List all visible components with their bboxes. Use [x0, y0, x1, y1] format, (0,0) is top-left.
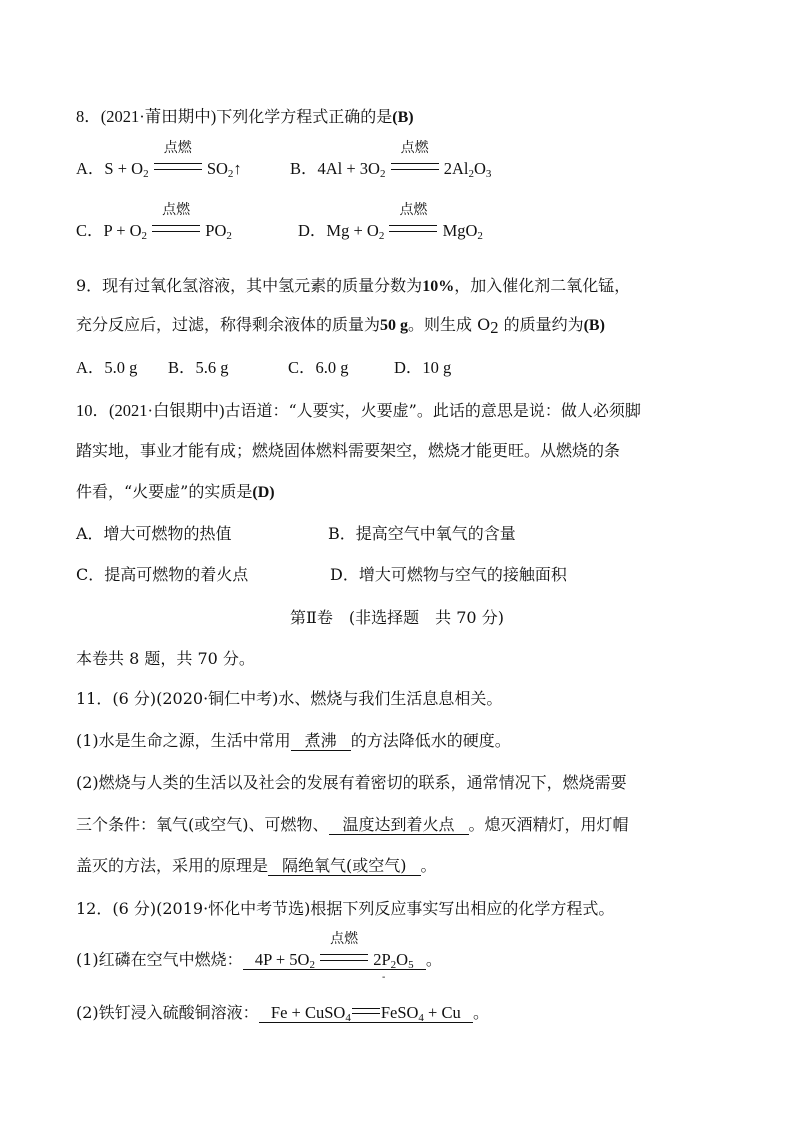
q11-part2-line2: 三个条件：氧气(或空气)、可燃物、 温度达到着火点 。熄灭酒精灯，用灯帽	[76, 815, 629, 834]
q9-option-d: D．10 g	[394, 358, 452, 377]
answer-blank: $4P + 5O_2$ 点燃 $2P_2O_5$	[243, 950, 426, 970]
q10-option-b: B．提高空气中氧气的含量	[328, 524, 516, 543]
q12-part2: (2)铁钉浸入硫酸铜溶液： Fe + CuSO$_4$ FeSO$_4$ + Cu 。	[76, 1003, 489, 1024]
q8-option-d: D．$Mg + O_2$ 点燃 MgO$_2$	[298, 203, 483, 242]
q9-stem-line2: 充分反应后，过滤，称得剩余液体的质量为50 g。则生成 $O_2$ 的质量约为(B)	[76, 315, 605, 337]
answer-blank: Fe + CuSO$_4$ FeSO$_4$ + Cu	[259, 1003, 473, 1023]
q12-stem: 12．(6 分)(2019·怀化中考节选)根据下列反应事实写出相应的化学方程式。	[76, 899, 615, 918]
q10-option-a: A．增大可燃物的热值	[76, 524, 232, 543]
q10-option-d: D．增大可燃物与空气的接触面积	[330, 565, 567, 584]
q11-part2-line1: (2)燃烧与人类的生活以及社会的发展有着密切的联系，通常情况下，燃烧需要	[76, 773, 627, 792]
reaction-condition: 点燃	[320, 949, 368, 971]
answer-blank: 煮沸	[291, 731, 351, 751]
stray-mark: -	[382, 972, 386, 983]
q11-part1: (1)水是生命之源，生活中常用 煮沸 的方法降低水的硬度。	[76, 731, 511, 750]
answer-blank: 温度达到着火点	[329, 815, 469, 835]
answer-blank: 隔绝氧气(或空气)	[268, 856, 421, 876]
equals-sign	[352, 1008, 380, 1014]
q9-stem-line1: 9．现有过氧化氢溶液，其中氢元素的质量分数为10%，加入催化剂二氧化锰，	[76, 276, 631, 295]
q10-stem-line2: 踏实地，事业才能有成；燃烧固体燃料需要架空，燃烧才能更旺。从燃烧的条	[76, 441, 621, 460]
reaction-condition: 点燃	[391, 158, 439, 180]
section-note: 本卷共 8 题，共 70 分。	[76, 649, 255, 668]
q8-option-b: B．$4Al + 3O_2$ 点燃 $2Al_2O_3$	[290, 141, 492, 180]
q12-part1: (1)红磷在空气中燃烧： $4P + 5O_2$ 点燃 $2P_2O_5$ 。	[76, 932, 442, 971]
reaction-condition: 点燃	[389, 220, 437, 242]
q10-option-c: C．提高可燃物的着火点	[76, 565, 249, 584]
section-title: 第Ⅱ卷 (非选择题 共 70 分)	[290, 608, 504, 627]
q11-part2-line3: 盖灭的方法，采用的原理是 隔绝氧气(或空气) 。	[76, 856, 437, 875]
q8-option-c: C．$P + O_2$ 点燃 $PO_2$	[76, 203, 232, 242]
q10-stem-line3: 件看，“火要虚”的实质是(D)	[76, 482, 275, 501]
reaction-condition: 点燃	[154, 158, 202, 180]
q9-option-b: B．5.6 g	[168, 358, 229, 377]
q8-stem: 8．(2021·莆田期中)下列化学方程式正确的是(B)	[76, 107, 414, 126]
q11-stem: 11．(6 分)(2020·铜仁中考)水、燃烧与我们生活息息相关。	[76, 689, 503, 708]
q8-option-a: A．$S + O_2$ 点燃 $SO_2↑$	[76, 141, 242, 180]
q9-option-c: C．6.0 g	[288, 358, 349, 377]
reaction-condition: 点燃	[152, 220, 200, 242]
q9-option-a: A．5.0 g	[76, 358, 138, 377]
q10-stem-line1: 10．(2021·白银期中)古语道：“人要实，火要虚”。此话的意思是说：做人必须脚	[76, 401, 641, 420]
